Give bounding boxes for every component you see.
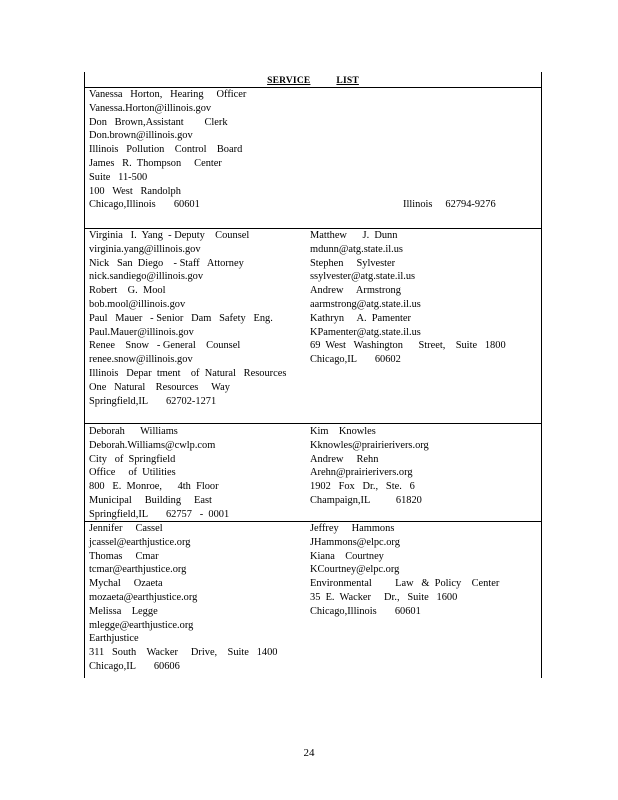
service-list-line: Environmental Law & Policy Center (310, 578, 500, 590)
block4-left (89, 522, 277, 674)
service-list-line: virginia.yang@illinois.gov (89, 243, 201, 255)
service-list-line: City of Springfield (89, 453, 176, 465)
block3-left (89, 425, 229, 522)
service-list-line: Nick San Diego - Staff Attorney (89, 257, 244, 269)
service-list-line: KCourtney@elpc.org (310, 564, 400, 576)
service-list-line: Paul Mauer - Senior Dam Safety Eng. (89, 312, 273, 324)
service-list-line: JHammons@elpc.org (310, 536, 400, 548)
service-list-line: Andrew Armstrong (310, 285, 401, 297)
service-list-line: Office of Utilities (89, 467, 176, 479)
block2-right (310, 229, 506, 367)
service-list-line: tcmar@earthjustice.org (89, 564, 187, 576)
service-list-line: Virginia I. Yang - Deputy Counsel (89, 230, 250, 241)
service-list-line: 100 West Randolph (89, 185, 181, 197)
service-list-line: aarmstrong@atg.state.il.us (310, 298, 421, 310)
service-list-line: Deborah.Williams@cwlp.com (89, 439, 216, 451)
service-list-line: Chicago,IL 60606 (89, 660, 180, 672)
service-list-line: Deborah Williams (89, 426, 178, 437)
service-list-line: Stephen Sylvester (310, 257, 396, 269)
service-list-line: Melissa Legge (89, 605, 158, 617)
service-list-line: jcassel@earthjustice.org (89, 536, 191, 548)
service-list-line: mozaeta@earthjustice.org (89, 591, 198, 603)
service-list-line: Municipal Building East (89, 494, 212, 506)
service-list-line: Illinois Depar tment of Natural Resources (89, 367, 287, 379)
service-list-line: renee.snow@illinois.gov (89, 354, 193, 366)
service-list-line: Chicago,IL 60602 (310, 354, 401, 366)
service-list-line: Chicago,Illinois 60601 (310, 605, 421, 617)
service-list-line: Renee Snow - General Counsel (89, 340, 241, 352)
service-list-line: Thomas Cmar (89, 550, 159, 562)
block1-right (403, 198, 496, 212)
block3-right (310, 425, 429, 508)
service-list-line: James R. Thompson Center (89, 157, 222, 169)
service-list-line: nick.sandiego@illinois.gov (89, 271, 204, 283)
title-word-service: SERVICE (267, 76, 311, 86)
block2-left (89, 229, 286, 408)
service-list-line: Springfield,IL 62757 - 0001 (89, 508, 230, 520)
service-list-line: 35 E. Wacker Dr., Suite 1600 (310, 591, 458, 603)
service-list-line: 1902 Fox Dr., Ste. 6 (310, 481, 415, 493)
service-list-line: ssylvester@atg.state.il.us (310, 271, 416, 283)
service-list-line: Mychal Ozaeta (89, 578, 163, 590)
service-list-line: Chicago,Illinois 60601 (89, 199, 200, 211)
service-list-line: 311 South Wacker Drive, Suite 1400 (89, 647, 278, 659)
service-list-line: Kim Knowles (310, 426, 376, 437)
service-list-line: Kknowles@prairierivers.org (310, 439, 429, 451)
service-list-line: Suite 11-500 (89, 171, 148, 183)
block1-left (89, 88, 246, 212)
service-list-line: Andrew Rehn (310, 453, 379, 465)
service-list-line: mdunn@atg.state.il.us (310, 243, 403, 255)
service-list-line: Arehn@prairierivers.org (310, 467, 413, 479)
service-list-line: 800 E. Monroe, 4th Floor (89, 481, 219, 493)
service-list-line: One Natural Resources Way (89, 381, 230, 393)
service-list-line: Don Brown,Assistant Clerk (89, 116, 228, 128)
page-number: 24 (303, 747, 315, 759)
service-list-line: bob.mool@illinois.gov (89, 298, 186, 310)
title-word-list: LIST (336, 76, 359, 86)
service-list-line: KPamenter@atg.state.il.us (310, 326, 421, 338)
service-list-line: Paul.Mauer@illinois.gov (89, 326, 194, 338)
service-list-line: Champaign,IL 61820 (310, 494, 422, 506)
service-list-table (84, 72, 542, 678)
block4-right (310, 522, 499, 619)
service-list-line: Vanessa Horton, Hearing Officer (89, 89, 247, 100)
service-list-line: Robert G. Mool (89, 285, 166, 297)
service-list-line: Illinois Pollution Control Board (89, 144, 243, 156)
service-list-line: Matthew J. Dunn (310, 230, 398, 241)
service-list-line: 69 West Washington Street, Suite 1800 (310, 340, 506, 352)
service-list-line: Vanessa.Horton@illinois.gov (89, 102, 212, 114)
service-list-line: Kathryn A. Pamenter (310, 312, 411, 324)
service-list-line: mlegge@earthjustice.org (89, 619, 194, 631)
service-list-line: Earthjustice (89, 633, 139, 645)
service-list-line: Jeffrey Hammons (310, 523, 395, 534)
block2-divider (85, 423, 541, 424)
service-list-line: Don.brown@illinois.gov (89, 130, 193, 142)
service-list-line: Springfield,IL 62702-1271 (89, 395, 217, 407)
service-list-line: Kiana Courtney (310, 550, 384, 562)
service-list-line: Illinois 62794-9276 (403, 199, 496, 210)
service-list-line: Jennifer Cassel (89, 523, 163, 534)
